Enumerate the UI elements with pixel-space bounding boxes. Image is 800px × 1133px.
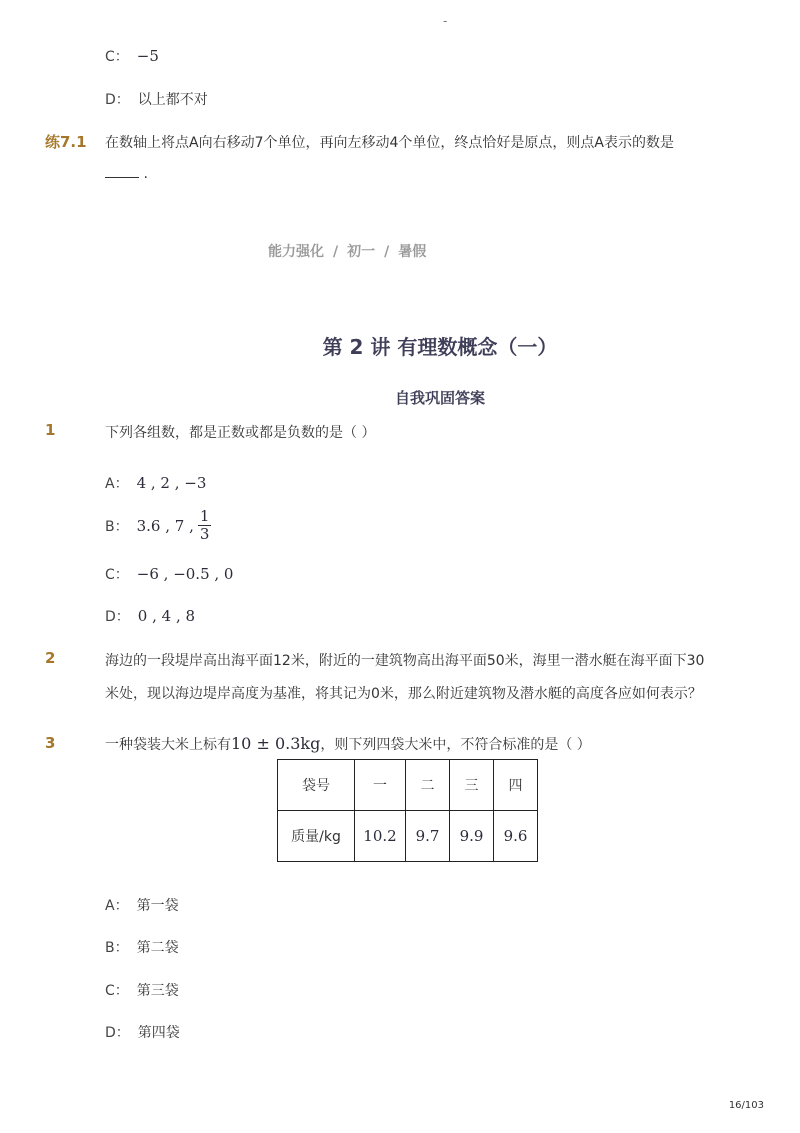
option-value: 第三袋 — [136, 983, 179, 999]
option-value: 第一袋 — [136, 898, 179, 914]
option-letter: D： — [105, 609, 130, 625]
breadcrumb — [268, 241, 426, 261]
option-value: 0 , 4 , 8 — [137, 607, 196, 625]
question-number: 2 — [45, 649, 56, 667]
breadcrumb-separator: / — [384, 244, 390, 260]
option-letter: C： — [105, 567, 129, 583]
header-mark: - — [443, 14, 448, 28]
section-title: 自我巩固答案 — [394, 389, 485, 407]
question-text — [105, 734, 591, 754]
practice-text: 在数轴上将点A向右移动7个单位，再向左移动4个单位，终点恰好是原点，则点A表示的数是 — [105, 135, 674, 151]
option-letter: D： — [105, 92, 130, 108]
question-3-option-c[interactable] — [105, 980, 179, 1000]
fraction — [198, 508, 212, 543]
breadcrumb-item[interactable]: 初一 — [347, 244, 376, 260]
option-letter: B： — [105, 518, 129, 535]
breadcrumb-item[interactable]: 能力强化 — [268, 244, 324, 260]
question-1-option-d[interactable] — [105, 606, 195, 626]
rice-weight-table — [277, 759, 538, 862]
table-header-cell: 二 — [406, 760, 450, 811]
question-1-option-c[interactable] — [105, 564, 233, 584]
option-letter: A： — [105, 476, 129, 492]
option-letter: D： — [105, 1025, 130, 1041]
table-header-cell: 袋号 — [278, 760, 355, 811]
answer-blank[interactable] — [105, 167, 139, 178]
practice-answer-blank — [105, 166, 148, 182]
breadcrumb-separator: / — [333, 244, 339, 260]
question-text-line2: 米处，现以海边堤岸高度为基准，将其记为0米，那么附近建筑物及潜水艇的高度各应如何表示？ — [105, 686, 702, 702]
lesson-title: 第 2 讲 有理数概念（一） — [322, 335, 558, 359]
option-value: 4 , 2 , −3 — [136, 474, 207, 492]
table-row — [278, 760, 538, 811]
question-number: 3 — [45, 734, 56, 752]
question-3-option-b[interactable] — [105, 937, 179, 957]
breadcrumb-item[interactable]: 暑假 — [398, 244, 427, 260]
table-cell: 10.2 — [355, 811, 406, 862]
question-3-option-d[interactable] — [105, 1022, 180, 1042]
practice-number: 练7.1 — [45, 133, 87, 151]
table-row-label: 质量/kg — [278, 811, 355, 862]
option-letter: A： — [105, 898, 129, 914]
question-number: 1 — [45, 421, 56, 439]
fraction-denominator: 3 — [199, 525, 210, 543]
table-cell: 9.9 — [450, 811, 494, 862]
fraction-numerator: 1 — [199, 507, 210, 525]
option-value: 第四袋 — [137, 1025, 180, 1041]
question-text-prefix: 一种袋装大米上标有 — [105, 737, 231, 753]
practice-period: . — [143, 166, 148, 182]
table-header-cell: 三 — [450, 760, 494, 811]
option-value: 第二袋 — [136, 940, 179, 956]
option-value: −6 , −0.5 , 0 — [136, 565, 234, 583]
question-math: 10 ± 0.3kg — [231, 734, 321, 753]
option-value: 3.6 , 7 , — [136, 516, 194, 535]
question-text-line1: 海边的一段堤岸高出海平面12米，附近的一建筑物高出海平面50米，海里一潜水艇在海平面下30 — [105, 653, 705, 669]
question-3-option-a[interactable] — [105, 895, 179, 915]
table-row — [278, 811, 538, 862]
table-cell: 9.6 — [494, 811, 538, 862]
option-letter: C： — [105, 49, 129, 65]
question-text: 下列各组数，都是正数或都是负数的是（ ） — [105, 425, 376, 441]
table-header-cell: 一 — [355, 760, 406, 811]
option-letter: B： — [105, 940, 129, 956]
prev-option-c[interactable] — [105, 46, 159, 66]
question-text-suffix: ，则下列四袋大米中，不符合标准的是（ ） — [320, 737, 591, 753]
page-number: 16/103 — [728, 1100, 764, 1111]
option-letter: C： — [105, 983, 129, 999]
table-cell: 9.7 — [406, 811, 450, 862]
table-header-cell: 四 — [494, 760, 538, 811]
prev-option-d[interactable] — [105, 89, 208, 109]
question-1-option-b[interactable] — [105, 508, 211, 543]
option-value: −5 — [136, 47, 159, 65]
option-value: 以上都不对 — [137, 92, 208, 108]
question-1-option-a[interactable] — [105, 473, 206, 493]
